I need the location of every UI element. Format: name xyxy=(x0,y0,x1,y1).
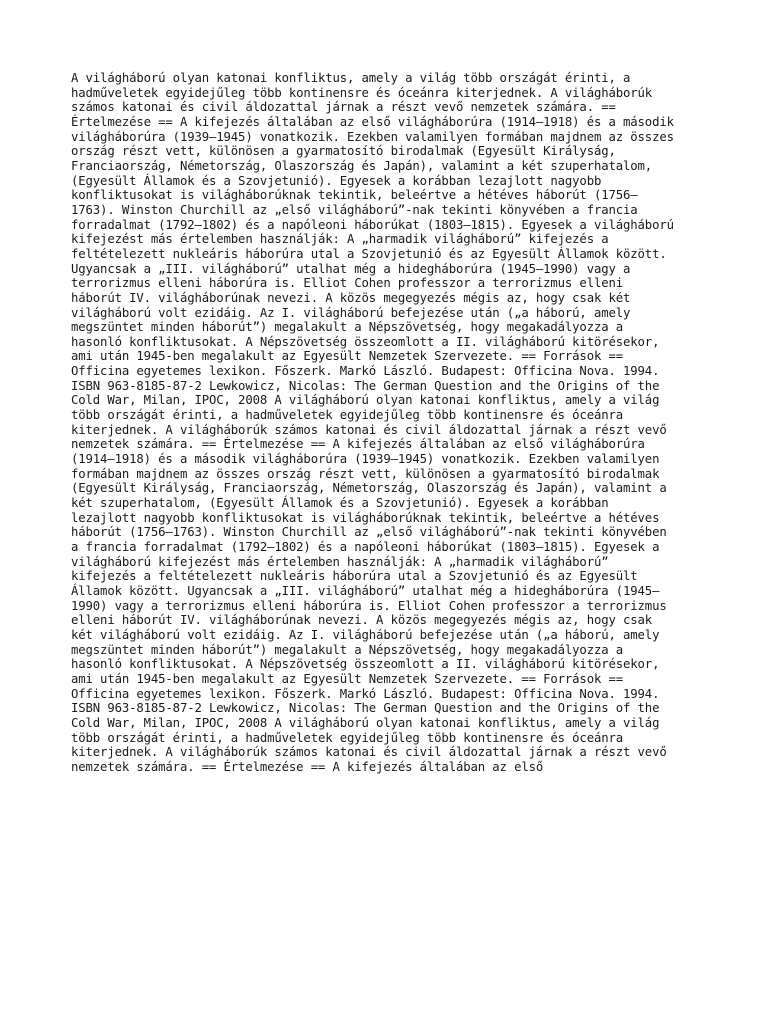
text-line: (Egyesült Királyság, Franciaország, Németország, Olaszország és Japán), valamint a xyxy=(71,481,667,496)
text-line: számos katonai és civil áldozattal járnak a részt vevő nemzetek számára. == xyxy=(71,100,616,115)
text-line: 1990) vagy a terrorizmus elleni háborúra is. Elliot Cohen professzor a terrorizmus xyxy=(71,598,667,613)
text-line: Értelmezése == A kifejezés általában az első világháborúra (1914–1918) és a második xyxy=(71,114,674,129)
text-line: hasonló konfliktusokat. A Népszövetség összeomlott a II. világháború kitörésekor, xyxy=(71,334,660,349)
text-line: Cold War, Milan, IPOC, 2008 A világháború olyan katonai konfliktus, amely a világ xyxy=(71,715,660,730)
text-line: nemzetek számára. == Értelmezése == A kifejezés általában az első xyxy=(71,759,544,774)
text-line: ami után 1945-ben megalakult az Egyesült Nemzetek Szervezete. == Források == xyxy=(71,349,624,364)
text-line: kiterjednek. A világháborúk számos katonai és civil áldozattal járnak a részt vevő xyxy=(71,422,667,437)
text-line: Officina egyetemes lexikon. Főszerk. Markó László. Budapest: Officina Nova. 1994. xyxy=(71,364,660,379)
text-line: feltételezett nukleáris háborúra utal a Szovjetunió és az Egyesült Államok között. xyxy=(71,246,667,261)
text-line: Államok között. Ugyancsak a „III. világháború” utalhat még a hidegháborúra (1945– xyxy=(71,583,660,598)
text-line: kiterjednek. A világháborúk számos katonai és civil áldozattal járnak a részt vevő xyxy=(71,745,667,760)
text-line: háborút (1756–1763). Winston Churchill az „első világháború”-nak tekinti könyvében xyxy=(71,525,667,540)
text-line: ISBN 963-8185-87-2 Lewkowicz, Nicolas: The German Question and the Origins of the xyxy=(71,701,660,716)
text-line: hadműveletek egyidejűleg több kontinensre és óceánra kiterjednek. A világháborúk xyxy=(71,85,653,100)
text-line: háborút IV. világháborúnak nevezi. A közös megegyezés mégis az, hogy csak két xyxy=(71,290,631,305)
text-line: Franciaország, Németország, Olaszország és Japán), valamint a két szuperhatalom, xyxy=(71,158,653,173)
text-line: két szuperhatalom, (Egyesült Államok és a Szovjetunió). Egyesek a korábban xyxy=(71,496,609,511)
text-line: (1914–1918) és a második világháborúra (1939–1945) vonatkozik. Ezekben valamilyen xyxy=(71,452,660,467)
text-line: formában majdnem az összes ország részt vett, különösen a gyarmatosító birodalmak xyxy=(71,466,660,481)
text-line: lezajlott nagyobb konfliktusokat is világháborúknak tekintik, beleértve a hétéves xyxy=(71,510,660,525)
text-line: ami után 1945-ben megalakult az Egyesült Nemzetek Szervezete. == Források == xyxy=(71,671,624,686)
text-line: két világháború volt ezidáig. Az I. világháború befejezése után („a háború, amely xyxy=(71,627,660,642)
text-line: Officina egyetemes lexikon. Főszerk. Markó László. Budapest: Officina Nova. 1994. xyxy=(71,686,660,701)
text-line: a francia forradalmat (1792–1802) és a napóleoni háborúkat (1803–1815). Egyesek a xyxy=(71,540,660,554)
text-line: konfliktusokat is világháborúknak tekintik, beleértve a hétéves háborút (1756– xyxy=(71,188,638,203)
text-line: kifejezés a feltételezett nukleáris háborúra utal a Szovjetunió és az Egyesült xyxy=(71,569,638,584)
text-line: megszüntet minden háborút”) megalakult a Népszövetség, hogy megakadályozza a xyxy=(71,320,624,335)
text-line: hasonló konfliktusokat. A Népszövetség összeomlott a II. világháború kitörésekor, xyxy=(71,657,660,672)
text-line: (Egyesült Államok és a Szovjetunió). Egyesek a korábban lezajlott nagyobb xyxy=(71,173,602,188)
text-line: terrorizmus elleni háborúra is. Elliot Cohen professzor a terrorizmus elleni xyxy=(71,276,624,291)
text-line: ISBN 963-8185-87-2 Lewkowicz, Nicolas: The German Question and the Origins of the xyxy=(71,378,660,393)
text-line: több országát érinti, a hadműveletek egyidejűleg több kontinensre és óceánra xyxy=(71,408,624,423)
text-line: 1763). Winston Churchill az „első világháború”-nak tekinti könyvében a francia xyxy=(71,202,638,217)
text-line: világháború kifejezést más értelemben használják: A „harmadik világháború” xyxy=(71,554,609,569)
text-line: nemzetek számára. == Értelmezése == A kifejezés általában az első világháborúra xyxy=(71,437,645,452)
text-line: kifejezést más értelemben használják: A „harmadik világháború” kifejezés a xyxy=(71,232,609,247)
document-body-text xyxy=(71,71,701,775)
text-line: A világháború olyan katonai konfliktus, amely a világ több országát érinti, a xyxy=(71,71,631,85)
text-line: elleni háborút IV. világháborúnak nevezi. A közös megegyezés mégis az, hogy csak xyxy=(71,613,653,628)
text-line: forradalmat (1792–1802) és a napóleoni háborúkat (1803–1815). Egyesek a világháború xyxy=(71,217,674,232)
text-line: világháború volt ezidáig. Az I. világháború befejezése után („a háború, amely xyxy=(71,305,631,320)
text-line: Cold War, Milan, IPOC, 2008 A világháború olyan katonai konfliktus, amely a világ xyxy=(71,393,660,408)
text-line: ország részt vett, különösen a gyarmatosító birodalmak (Egyesült Királyság, xyxy=(71,144,616,159)
text-line: világháborúra (1939–1945) vonatkozik. Ezekben valamilyen formában majdnem az összes xyxy=(71,129,674,144)
text-line: megszüntet minden háborút”) megalakult a Népszövetség, hogy megakadályozza a xyxy=(71,642,624,657)
text-line: több országát érinti, a hadműveletek egyidejűleg több kontinensre és óceánra xyxy=(71,730,624,745)
text-line: Ugyancsak a „III. világháború” utalhat még a hidegháborúra (1945–1990) vagy a xyxy=(71,261,631,276)
